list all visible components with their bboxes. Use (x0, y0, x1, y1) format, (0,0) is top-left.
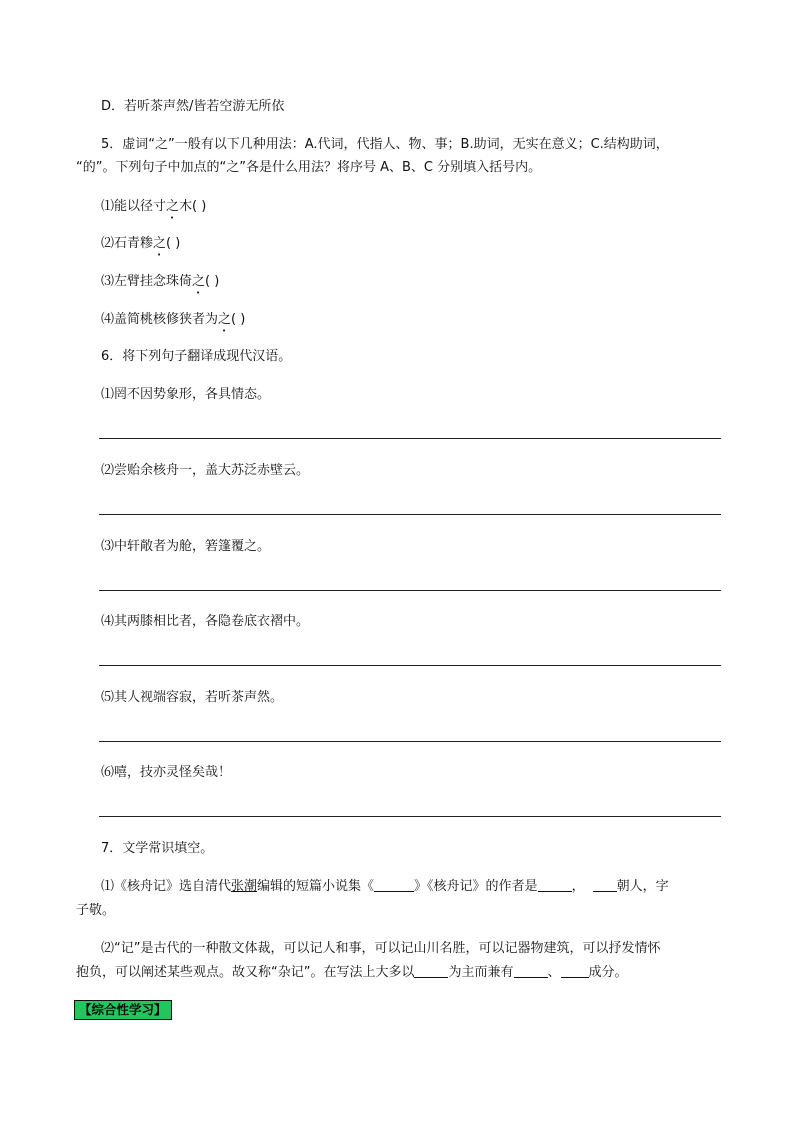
q7-text: ， (571, 879, 585, 894)
q5-intro-line1: 5．虚词“之”一般有以下几种用法：A.代词，代指人、物、事；B.助词，无实在意义；C.结构助词， (101, 137, 669, 152)
q6-sentence-4: ⑷其两膝相比者，各隐卷底衣褶中。 (101, 614, 310, 629)
q6-title: 6．将下列句子翻译成现代汉语。 (101, 349, 292, 364)
editor-name: 张潮 (231, 879, 258, 894)
q6-sentence-2: ⑵尝贻余核舟一，盖大苏泛赤壁云。 (101, 463, 310, 478)
q7-text: 、 (547, 965, 561, 980)
answer-line-1[interactable] (99, 438, 721, 439)
answer-line-2[interactable] (99, 514, 721, 515)
fill-blank-collection[interactable] (374, 877, 414, 892)
q5-item-2 (101, 234, 180, 259)
q6-sentence-5: ⑸其人视端容寂，若听茶声然。 (101, 690, 284, 705)
answer-line-4[interactable] (99, 665, 721, 666)
answer-line-6[interactable] (99, 816, 721, 817)
q5-item-blank[interactable]: 木( ) (179, 199, 207, 214)
q7-item-2-line1: ⑵“记”是古代的一种散文体裁，可以记人和事，可以记山川名胜，可以记器物建筑，可以抒发情怀 (101, 941, 661, 956)
fill-blank-dynasty[interactable] (593, 877, 617, 892)
q5-dotted-zhi: 之 (192, 274, 206, 289)
q7-title: 7．文学常识填空。 (101, 841, 214, 856)
answer-line-5[interactable] (99, 741, 721, 742)
q7-text: 为主而兼有 (448, 965, 514, 980)
q7-text: 编辑的短篇小说集《 (257, 879, 375, 894)
fill-blank-author[interactable] (538, 877, 572, 892)
q5-item-text: ⑶左臂挂念珠倚 (101, 274, 193, 289)
q5-item-blank[interactable]: ( ) (231, 312, 246, 327)
q5-item-blank[interactable]: ( ) (166, 236, 181, 251)
q5-item-3 (101, 272, 219, 297)
answer-line-3[interactable] (99, 590, 721, 591)
q5-item-blank[interactable]: ( ) (205, 274, 220, 289)
q5-item-1 (101, 197, 206, 222)
q7-text: 抱负，可以阐述某些观点。故又称“杂记”。在写法上大多以 (76, 965, 415, 980)
fill-blank-main[interactable] (414, 963, 448, 978)
q7-text: 成分。 (588, 965, 628, 980)
q7-text: 朝人，字 (616, 879, 669, 894)
q5-dotted-zhi: 之 (166, 199, 180, 214)
q5-item-text: ⑷盖简桃核修狭者为 (101, 312, 219, 327)
q6-sentence-6: ⑹嘻，技亦灵怪矣哉！ (101, 765, 232, 780)
fill-blank-secondary-1[interactable] (514, 963, 548, 978)
q6-sentence-3: ⑶中轩敞者为舱，箬篷覆之。 (101, 539, 271, 554)
q7-item-1-line1 (101, 877, 669, 897)
fill-blank-secondary-2[interactable] (561, 963, 589, 978)
option-d: D．若听茶声然/皆若空游无所依 (101, 99, 285, 114)
q7-item-1-line2: 子敬。 (76, 903, 116, 918)
q7-item-2-line2 (76, 963, 628, 983)
section-label-comprehensive-study: 【综合性学习】 (74, 1000, 172, 1020)
q6-sentence-1: ⑴罔不因势象形，各具情态。 (101, 387, 271, 402)
q5-intro-line2: “的”。下列句子中加点的“之”各是什么用法？将序号 A、B、C 分别填入括号内。 (76, 160, 542, 175)
q7-text: ⑴《核舟记》选自清代 (101, 879, 232, 894)
q7-text: 》《核舟记》的作者是 (414, 879, 538, 894)
q5-item-4 (101, 310, 245, 335)
q5-dotted-zhi: 之 (218, 312, 232, 327)
q5-item-text: ⑵石青糁 (101, 236, 154, 251)
q5-item-text: ⑴能以径寸 (101, 199, 167, 214)
q5-dotted-zhi: 之 (153, 236, 167, 251)
